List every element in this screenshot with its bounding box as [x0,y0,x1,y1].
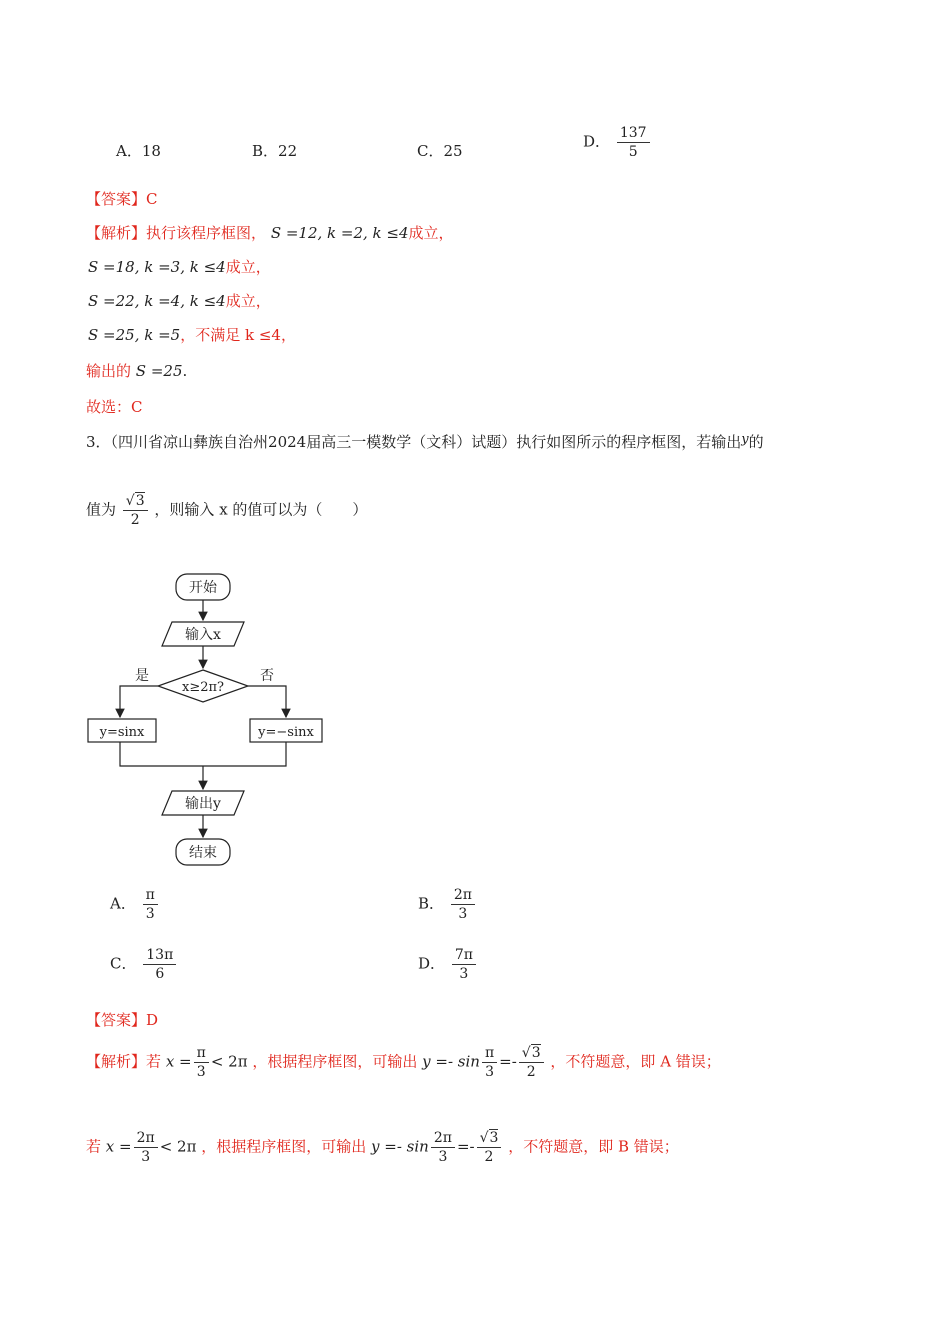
math-lt: < 2π [159,1137,197,1156]
option-value: 25 [443,142,463,160]
step-text: 成立， [225,292,271,310]
denominator: 3 [196,1064,206,1080]
fraction [617,124,650,161]
math-expression: S =18, k =3, k ≤4 [88,258,226,276]
numerator [123,492,148,511]
denominator: 2 [484,1149,494,1165]
option-letter: C． [110,954,137,973]
option-letter: D． [583,132,611,151]
q3-analysis-line1 [86,1044,721,1081]
tail-text: ，不符题意，即 B 错误； [508,1137,679,1156]
q3-option-c [110,946,178,983]
denominator: 2 [526,1064,536,1080]
fraction [452,946,476,983]
q2-analysis-line1 [86,222,454,243]
numerator: 2π [451,886,475,905]
q3-stem-line2 [86,492,367,529]
output-text: 输出的 [86,362,132,380]
fraction [451,886,475,923]
fraction [143,886,158,923]
option-letter: C． [417,142,444,160]
ruo: 若 [86,1137,102,1156]
condition-label: x≥2π? [181,680,225,695]
option-letter: D． [418,954,446,973]
analysis-label: 【解析】 [86,224,147,242]
analysis-label: 【解析】 [86,1052,147,1071]
q2-option-a [116,140,161,161]
step-text: 成立， [225,258,271,276]
mid-text: ，根据程序框图，可输出 [252,1052,418,1071]
q3-stem-line1 [86,431,764,452]
math-expression: S =22, k =4, k ≤4 [88,292,226,310]
math-x: x = [105,1137,132,1156]
stem-de: 的 [748,433,764,451]
start-label: 开始 [189,580,217,596]
numerator: 137 [617,124,650,143]
denominator: 2 [130,512,140,528]
no-label: 否 [260,668,274,684]
q3-option-b [418,886,477,923]
radicand: 3 [489,1130,499,1146]
math-lt: < 2π [210,1052,248,1071]
left-process-label: y=sinx [99,725,145,740]
denominator: 5 [628,144,638,160]
ruo: 若 [146,1052,162,1071]
math-expression: S =12, k =2, k ≤4 [270,224,409,242]
option-letter: B． [418,894,445,913]
math-y: y =- sin [422,1052,480,1071]
step-text: 成立， [408,224,454,242]
numerator: 2π [134,1129,158,1148]
q2-option-b [252,140,297,161]
q3-answer: 【答案】D [86,1011,159,1029]
option-letter: A． [110,894,136,913]
flowchart [80,565,340,870]
end-label: 结束 [189,845,217,861]
stem-y: y [741,432,749,447]
fraction [519,1044,544,1081]
stem-text: 3．（四川省凉山彝族自治州2024届高三一模数学（文科）试题）执行如图所示的程序框图，若输出 [86,433,742,451]
tail-text: ，不符题意，即 A 错误； [550,1052,721,1071]
option-value: 18 [141,142,161,160]
denominator: 3 [485,1064,495,1080]
math-eq: =- [499,1052,517,1071]
option-letter: A． [116,142,142,160]
analysis-intro: 执行该程序框图， [146,224,267,242]
fraction [431,1129,455,1166]
fraction [134,1129,158,1166]
step-text: ，不满足 k ≤4， [180,326,296,344]
period: . [182,362,188,380]
q2-choose: 故选：C [86,398,143,416]
numerator: π [194,1044,209,1063]
sqrt-sign: √ [479,1130,489,1146]
q2-analysis-line4 [88,324,296,345]
output-label: 输出y [185,796,221,812]
q3-analysis-line2 [86,1129,679,1166]
numerator: π [482,1044,497,1063]
q2-output-line [86,360,187,381]
q2-option-c [417,140,463,161]
mid-text: ，根据程序框图，可输出 [201,1137,367,1156]
radicand: 3 [531,1045,541,1061]
math-eq: =- [456,1137,475,1156]
denominator: 6 [155,966,165,982]
q2-answer: 【答案】C [86,190,158,208]
fraction [143,946,176,983]
denominator: 3 [438,1149,448,1165]
stem-text: 值为 [86,500,117,519]
right-process-label: y=−sinx [258,725,314,740]
sqrt-sign: √ [521,1045,531,1061]
numerator: 2π [431,1129,455,1148]
sqrt-sign: √ [125,493,135,509]
radicand: 3 [135,493,145,509]
q3-option-d [418,946,478,983]
fraction [123,492,148,529]
math-expression: S =25 [135,362,183,380]
math-expression: S =25, k =5 [88,326,181,344]
fraction [194,1044,209,1081]
numerator [519,1044,544,1063]
math-y: y =- sin [371,1137,429,1156]
q2-analysis-line3 [88,290,271,311]
numerator: π [143,886,158,905]
q3-option-a [110,886,160,923]
fraction [477,1129,502,1166]
yes-label: 是 [135,668,149,684]
stem-text: ，则输入 x 的值可以为（ ） [154,500,368,519]
denominator: 3 [459,966,469,982]
math-x: x = [165,1052,192,1071]
numerator [477,1129,502,1148]
fraction [482,1044,497,1081]
denominator: 3 [458,906,468,922]
q2-analysis-line2 [88,256,271,277]
denominator: 3 [145,906,155,922]
option-value: 22 [278,142,298,160]
numerator: 7π [452,946,476,965]
denominator: 3 [141,1149,151,1165]
option-letter: B． [252,142,279,160]
q2-option-d [583,124,652,161]
input-label: 输入x [185,627,221,643]
numerator: 13π [143,946,176,965]
